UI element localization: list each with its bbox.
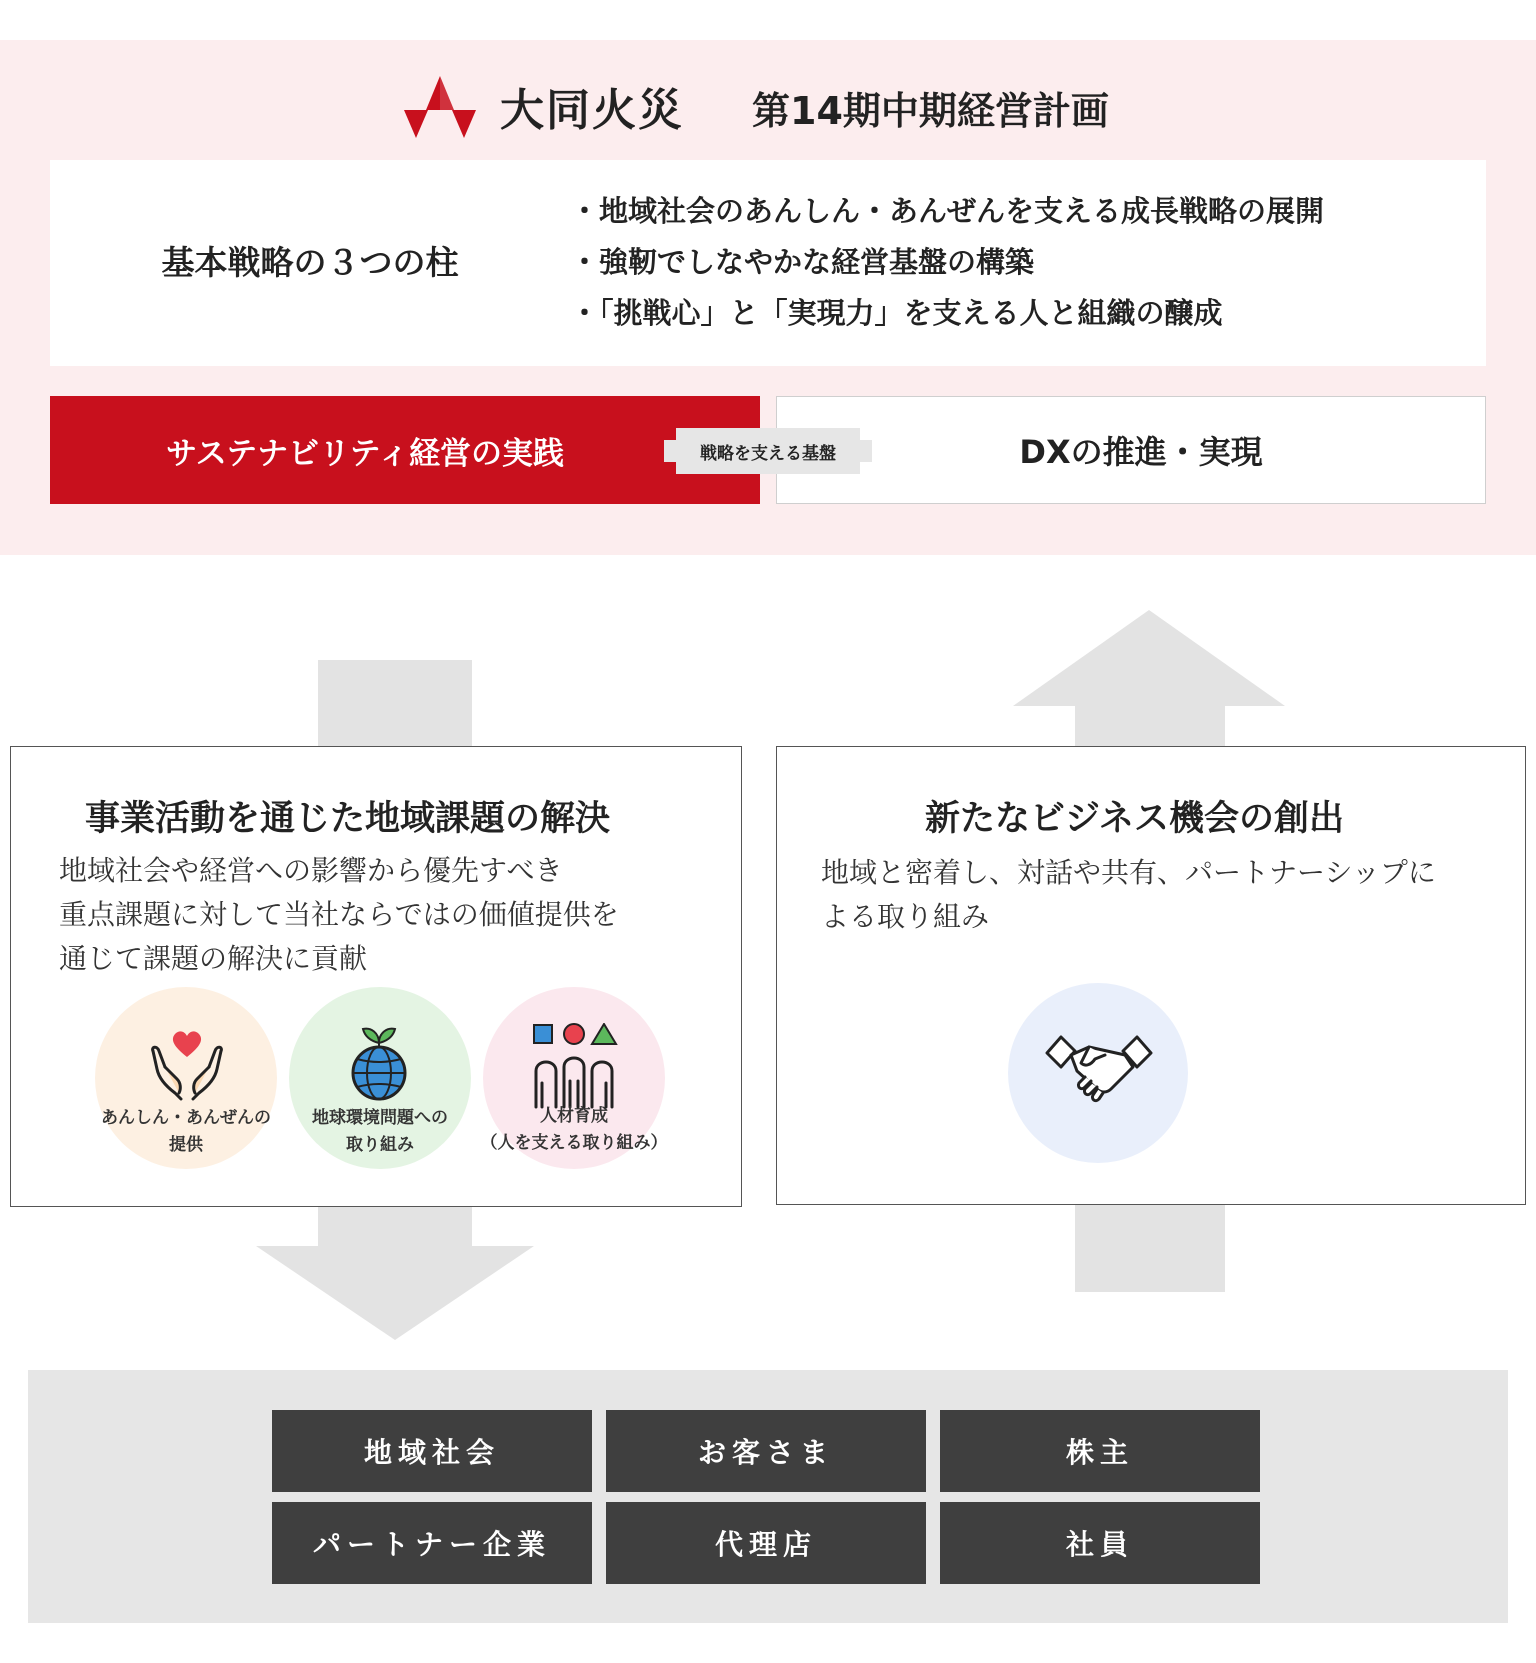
brand-name: 大同火災 xyxy=(500,85,684,136)
theme-label: 地球環境問題への 取り組み xyxy=(312,1108,448,1155)
pillar-item: ・ 「挑戦心」と「実現力」を支える人と組織の醸成 xyxy=(570,288,1324,339)
pillar-item: ・ 強靭でしなやかな経営基盤の構築 xyxy=(570,237,1324,288)
company-logo-icon xyxy=(404,76,476,138)
sustainability-box xyxy=(50,396,760,504)
card-title: 事業活動を通じた地域課題の解決 xyxy=(85,799,611,839)
hands-heart-icon xyxy=(147,1029,227,1101)
theme-label: 人材育成 （人を支える取り組み） xyxy=(480,1106,668,1153)
card-description: 地域と密着し、対話や共有、パートナーシップに よる取り組み xyxy=(821,856,1436,933)
pillar-item: ・ 地域社会のあんしん・あんぜんを支える成長戦略の展開 xyxy=(570,186,1324,237)
stakeholder-tile: パートナー企業 xyxy=(272,1502,592,1584)
dx-box xyxy=(776,396,1486,504)
pillar-list xyxy=(570,186,1324,339)
sustainability-label: サステナビリティ経営の実践 xyxy=(165,435,565,472)
stakeholder-panel xyxy=(28,1370,1508,1623)
people-shapes-icon xyxy=(528,1023,620,1109)
stakeholder-tile: 代理店 xyxy=(606,1502,926,1584)
pillars-heading: 基本戦略の３つの柱 xyxy=(161,243,459,282)
stakeholder-tile: 社員 xyxy=(940,1502,1260,1584)
globe-sprout-icon xyxy=(339,1017,419,1101)
stakeholder-tile: お客さま xyxy=(606,1410,926,1492)
dx-label: DXの推進・実現 xyxy=(1019,433,1263,471)
regional-issues-card xyxy=(10,746,742,1207)
plan-title: 第14期中期経営計画 xyxy=(752,89,1109,133)
handshake-icon xyxy=(1045,1033,1153,1109)
stakeholder-tile: 地域社会 xyxy=(272,1410,592,1492)
theme-label: あんしん・あんぜんの 提供 xyxy=(101,1108,271,1155)
card-title: 新たなビジネス機会の創出 xyxy=(925,799,1344,839)
connector-label: 戦略を支える基盤 xyxy=(700,443,836,464)
stakeholder-tile: 株主 xyxy=(940,1410,1260,1492)
card-description: 地域社会や経営への影響から優先すべき 重点課題に対して当社ならではの価値提供を 通じて課題の解決に貢献 xyxy=(59,854,619,975)
business-opportunity-card xyxy=(776,746,1526,1205)
